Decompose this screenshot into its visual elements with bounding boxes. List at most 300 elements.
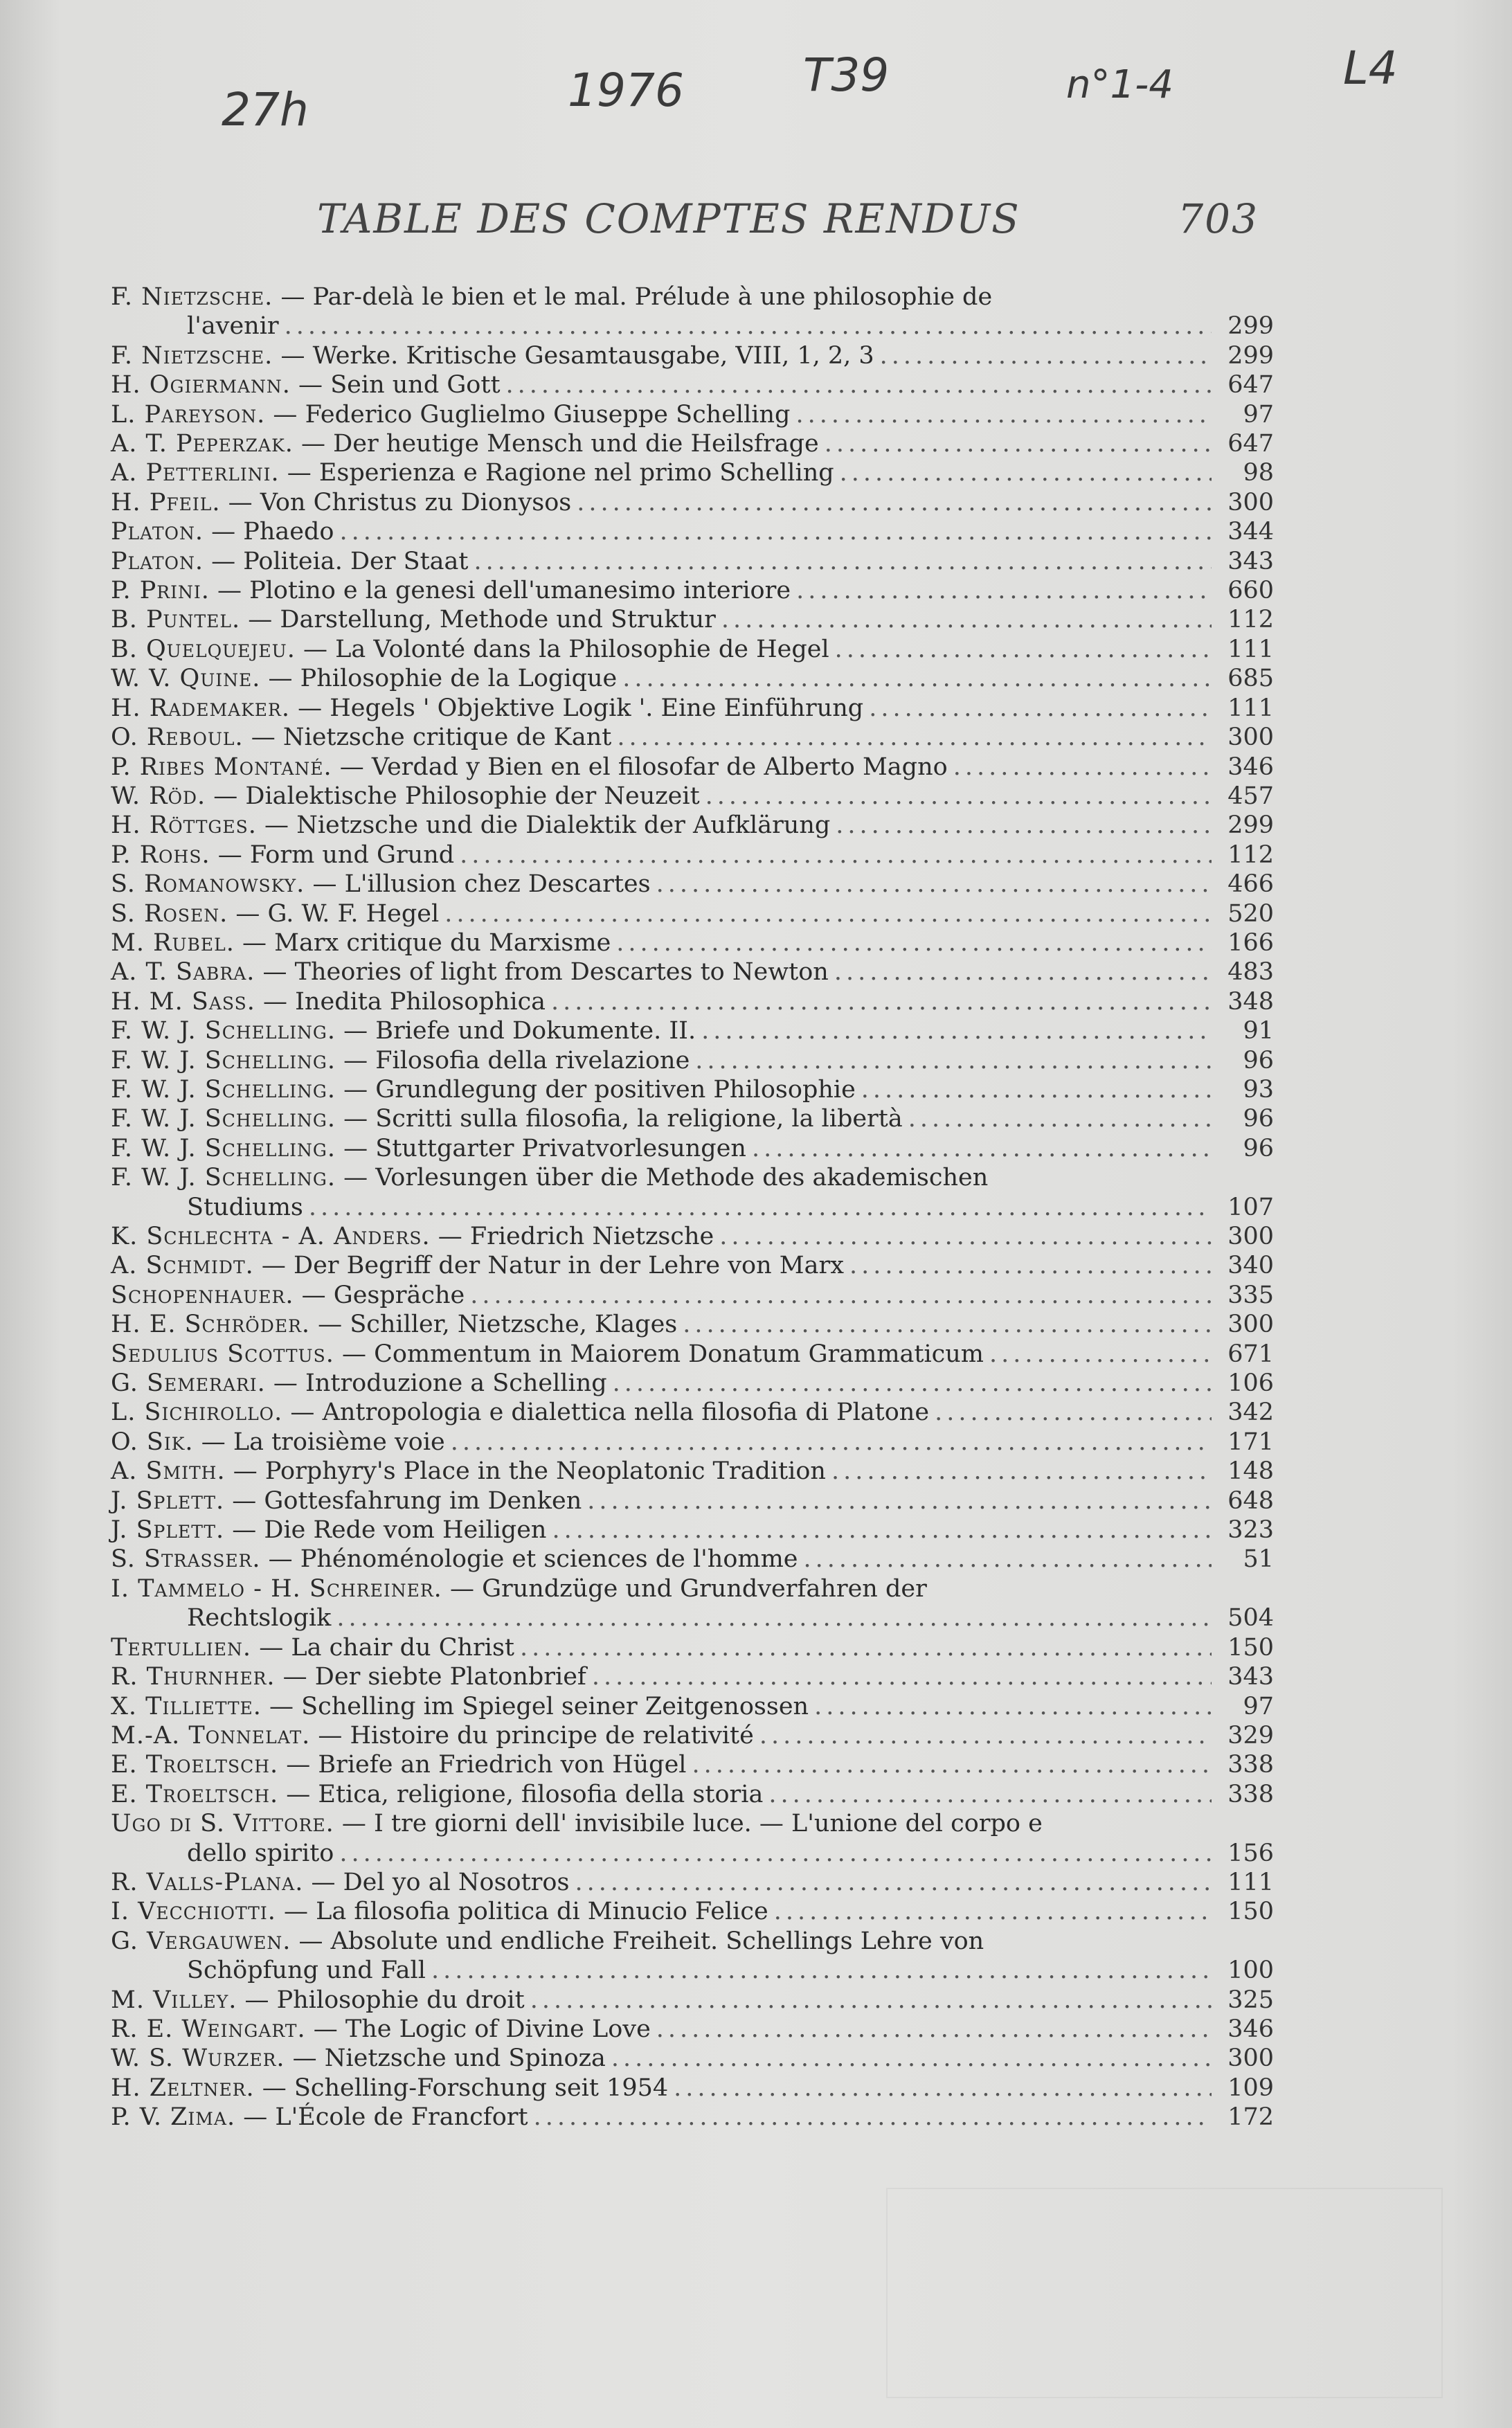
leader-dots <box>869 694 1212 723</box>
leader-dots <box>908 1104 1212 1133</box>
entry-line <box>111 635 1212 664</box>
entry-line <box>111 1075 1212 1104</box>
leader-dots <box>460 840 1212 870</box>
entry-page-number: 96 <box>1243 1105 1274 1133</box>
dash-separator: — <box>293 430 334 458</box>
entry-page-number: 344 <box>1227 518 1274 546</box>
entry-line <box>111 811 1212 840</box>
index-entry <box>111 605 1274 634</box>
entry-page-number: 112 <box>1227 840 1274 869</box>
entry-author: A. T. Sabra. <box>111 958 255 987</box>
index-entry <box>111 899 1274 928</box>
index-entry <box>111 1721 1274 1750</box>
entry-author: W. Röd. <box>111 782 206 810</box>
dash-separator: — <box>224 1486 264 1515</box>
entry-author: F. W. J. Schelling. <box>111 1046 336 1074</box>
entry-page-number: 647 <box>1227 371 1274 399</box>
dash-separator: — <box>285 2044 325 2073</box>
entry-title: Schelling im Spiegel seiner Zeitgenossen <box>301 1692 809 1720</box>
entry-line <box>111 429 1212 458</box>
entry-page-number: 91 <box>1243 1017 1274 1045</box>
entry-page-number: 340 <box>1227 1252 1274 1280</box>
entry-page-number: 343 <box>1227 547 1274 575</box>
entry-page-number: 325 <box>1227 1986 1274 2014</box>
dash-separator: — <box>290 694 330 722</box>
entry-page-number: 148 <box>1227 1457 1274 1486</box>
dash-separator: — <box>335 1075 376 1104</box>
leader-dots <box>701 1016 1212 1045</box>
entry-title: Nietzsche und Spinoza <box>324 2044 606 2073</box>
leader-dots <box>617 723 1212 752</box>
dash-separator: — <box>254 2074 294 2102</box>
leader-dots <box>836 811 1212 840</box>
entry-line <box>111 488 1212 517</box>
leader-dots <box>575 1868 1212 1897</box>
entry-author: B. Quelquejeu. <box>111 635 296 663</box>
dash-separator: — <box>273 341 313 370</box>
entry-line <box>111 2074 1212 2103</box>
entry-title: Der siebte Platonbrief <box>314 1663 586 1691</box>
entry-author: E. Troeltsch. <box>111 1780 279 1808</box>
handwritten-note: n°1-4 <box>1066 62 1173 107</box>
index-entry <box>111 957 1274 987</box>
entry-page-number: 343 <box>1227 1663 1274 1691</box>
index-entry <box>111 664 1274 693</box>
entry-title: Absolute und endliche Freiheit. Schellings Lehre von <box>330 1927 984 1955</box>
entry-line <box>111 400 1212 429</box>
leader-dots <box>831 1457 1212 1486</box>
entry-title: Grundzüge und Grundverfahren der <box>482 1574 927 1603</box>
entry-line <box>111 1046 1212 1075</box>
leader-dots <box>336 1603 1212 1633</box>
index-entry <box>111 1897 1274 1926</box>
entry-title: Esperienza e Ragione nel primo Schelling <box>318 459 834 487</box>
handwritten-note: T39 <box>803 48 890 102</box>
dash-separator: — <box>265 400 305 429</box>
entry-author: G. Vergauwen. <box>111 1927 291 1955</box>
index-entry <box>111 1369 1274 1398</box>
leader-dots <box>719 1222 1212 1251</box>
index-entry <box>111 694 1274 723</box>
entry-author: A. T. Peperzak. <box>111 430 294 458</box>
page-number: 703 <box>1178 195 1259 242</box>
entry-page-number: 520 <box>1227 899 1274 928</box>
leader-dots <box>768 1780 1212 1809</box>
index-entry <box>111 1457 1274 1486</box>
entry-title: I tre giorni dell' invisibile luce. — L'unione del corpo e <box>374 1810 1043 1838</box>
dash-separator: — <box>240 606 280 634</box>
entry-author: I. Tammelo - H. Schreiner. <box>111 1574 442 1603</box>
entry-page-number: 346 <box>1227 2015 1274 2043</box>
entry-title: Philosophie de la Logique <box>300 665 618 693</box>
dash-separator: — <box>251 1633 291 1662</box>
entry-author: W. V. Quine. <box>111 665 261 693</box>
entry-line <box>111 576 1212 605</box>
entry-title: La chair du Christ <box>291 1633 514 1662</box>
entry-title: La filosofia politica di Minucio Felice <box>316 1898 768 1926</box>
entry-line <box>111 1603 1212 1633</box>
entry-author: G. Semerari. <box>111 1369 266 1398</box>
entry-line <box>111 1927 1212 1956</box>
dash-separator: — <box>243 723 283 752</box>
entry-title: Sein und Gott <box>330 371 501 399</box>
entry-line <box>111 547 1212 576</box>
review-index-list <box>111 282 1274 2132</box>
entry-page-number: 93 <box>1243 1075 1274 1104</box>
entry-page-number: 150 <box>1227 1633 1274 1662</box>
entry-line <box>111 782 1212 811</box>
entry-page-number: 338 <box>1227 1780 1274 1808</box>
entry-line <box>111 1721 1212 1750</box>
leader-dots <box>444 899 1212 928</box>
index-entry <box>111 517 1274 546</box>
index-entry <box>111 400 1274 429</box>
entry-title: Schelling-Forschung seit 1954 <box>294 2074 669 2102</box>
entry-line <box>111 2103 1212 2132</box>
leader-dots <box>656 870 1212 899</box>
entry-title: Antropologia e dialettica nella filosofia di Platone <box>322 1399 930 1427</box>
entry-page-number: 660 <box>1227 577 1274 605</box>
dash-separator: — <box>290 371 331 399</box>
entry-author: F. W. J. Schelling. <box>111 1105 336 1133</box>
dash-separator: — <box>275 1663 315 1691</box>
entry-title: Form und Grund <box>249 840 455 869</box>
entry-line <box>111 1369 1212 1398</box>
entry-title: Verdad y Bien en el filosofar de Alberto Magno <box>371 753 948 781</box>
dash-separator: — <box>209 577 250 605</box>
dash-separator: — <box>256 811 297 840</box>
entry-author: H. Röttges. <box>111 811 257 840</box>
leader-dots <box>796 576 1212 605</box>
entry-page-number: 299 <box>1227 811 1274 840</box>
dash-separator: — <box>335 1164 376 1192</box>
entry-title: Friedrich Nietzsche <box>469 1223 714 1250</box>
entry-line <box>111 987 1212 1016</box>
index-entry <box>111 1780 1274 1809</box>
dash-separator: — <box>255 987 296 1016</box>
index-entry <box>111 1310 1274 1339</box>
entry-title: Schiller, Nietzsche, Klages <box>350 1311 678 1339</box>
entry-title: Nietzsche critique de Kant <box>282 723 612 752</box>
entry-title: Philosophie du droit <box>276 1986 525 2014</box>
running-header <box>317 195 1259 251</box>
dash-separator: — <box>335 1046 376 1074</box>
leader-dots <box>592 1662 1212 1691</box>
dash-separator: — <box>206 782 246 810</box>
entry-page-number: 109 <box>1227 2074 1274 2102</box>
entry-line <box>111 840 1212 870</box>
entry-line <box>111 1486 1212 1516</box>
entry-line <box>111 1340 1212 1369</box>
entry-author: Ugo di S. Vittore. <box>111 1810 334 1838</box>
leader-dots <box>861 1075 1212 1104</box>
dash-separator: — <box>334 1810 375 1838</box>
entry-title-continuation: Studiums <box>187 1193 303 1221</box>
entry-page-number: 685 <box>1227 665 1274 693</box>
dash-separator: — <box>237 1986 277 2014</box>
entry-title: Scritti sulla filosofia, la religione, la libertà <box>375 1105 903 1133</box>
entry-title: Der Begriff der Natur in der Lehre von Marx <box>294 1252 844 1280</box>
leader-dots <box>431 1956 1212 1985</box>
entry-line <box>111 1545 1212 1574</box>
entry-page-number: 457 <box>1227 782 1274 810</box>
index-entry <box>111 1692 1274 1721</box>
leader-dots <box>989 1340 1212 1369</box>
entry-title: Porphyry's Place in the Neoplatonic Tradition <box>264 1457 826 1486</box>
handwritten-annotations <box>222 28 1468 152</box>
leader-dots <box>506 370 1212 399</box>
index-entry <box>111 1163 1274 1222</box>
entry-page-number: 300 <box>1227 2044 1274 2073</box>
entry-page-number: 504 <box>1227 1604 1274 1633</box>
entry-author: F. Nietzsche. <box>111 283 273 311</box>
leader-dots <box>551 987 1212 1016</box>
entry-line <box>111 870 1212 899</box>
leader-dots <box>804 1545 1212 1574</box>
entry-author: R. E. Weingart. <box>111 2015 306 2043</box>
entry-line <box>111 1868 1212 1897</box>
leader-dots <box>611 2044 1212 2073</box>
index-entry <box>111 928 1274 957</box>
index-entry <box>111 1750 1274 1779</box>
entry-page-number: 466 <box>1227 870 1274 899</box>
dash-separator: — <box>303 1868 343 1896</box>
dash-separator: — <box>282 1399 323 1427</box>
entry-line <box>111 899 1212 928</box>
paper-mark <box>886 2188 1443 2398</box>
entry-page-number: 300 <box>1227 1311 1274 1339</box>
entry-line <box>111 458 1212 487</box>
entry-author: J. Splett. <box>111 1486 225 1515</box>
entry-title: Politeia. Der Staat <box>243 547 469 575</box>
entry-page-number: 97 <box>1243 1692 1274 1720</box>
index-entry <box>111 1633 1274 1662</box>
handwritten-note: 27h <box>222 83 309 136</box>
entry-page-number: 171 <box>1227 1428 1274 1456</box>
entry-author: F. W. J. Schelling. <box>111 1075 336 1104</box>
leader-dots <box>577 488 1212 517</box>
dash-separator: — <box>265 1369 306 1398</box>
dash-separator: — <box>295 635 336 663</box>
entry-title: Darstellung, Methode und Struktur <box>280 606 716 634</box>
index-entry <box>111 1545 1274 1574</box>
entry-author: W. S. Wurzer. <box>111 2044 285 2073</box>
dash-separator: — <box>310 1311 350 1339</box>
entry-page-number: 96 <box>1243 1134 1274 1162</box>
leader-dots <box>622 664 1212 693</box>
entry-line <box>111 1193 1212 1222</box>
index-entry <box>111 1927 1274 1986</box>
index-entry <box>111 1281 1274 1310</box>
index-entry <box>111 870 1274 899</box>
leader-dots <box>339 1839 1212 1868</box>
index-entry <box>111 753 1274 782</box>
dash-separator: — <box>261 1692 302 1720</box>
entry-page-number: 483 <box>1227 958 1274 987</box>
entry-author: A. Petterlini. <box>111 459 280 487</box>
entry-author: H. Pfeil. <box>111 488 221 516</box>
dash-separator: — <box>294 1281 334 1309</box>
entry-author: L. Pareyson. <box>111 400 266 429</box>
entry-title: L'École de Francfort <box>275 2103 528 2132</box>
dash-separator: — <box>278 1780 318 1808</box>
leader-dots <box>520 1633 1212 1662</box>
entry-line <box>111 1163 1212 1192</box>
leader-dots <box>721 605 1212 634</box>
entry-title: Gespräche <box>333 1281 465 1309</box>
entry-line <box>111 928 1212 957</box>
leader-dots <box>534 2103 1212 2132</box>
index-entry <box>111 811 1274 840</box>
entry-author: S. Rosen. <box>111 899 228 928</box>
entry-title: Phaedo <box>243 518 334 546</box>
entry-line <box>111 1428 1212 1457</box>
entry-page-number: 150 <box>1227 1898 1274 1926</box>
entry-author: H. E. Schröder. <box>111 1311 311 1339</box>
entry-page-number: 97 <box>1243 400 1274 429</box>
dash-separator: — <box>335 1105 376 1133</box>
index-entry <box>111 1986 1274 2015</box>
entry-line <box>111 605 1212 634</box>
entry-author: F. W. J. Schelling. <box>111 1134 336 1162</box>
entry-author: F. Nietzsche. <box>111 341 273 370</box>
entry-line <box>111 1574 1212 1603</box>
entry-page-number: 671 <box>1227 1340 1274 1368</box>
entry-line <box>111 1986 1212 2015</box>
handwritten-note: 1976 <box>568 64 684 117</box>
dash-separator: — <box>334 1340 375 1368</box>
index-entry <box>111 1075 1274 1104</box>
leader-dots <box>840 458 1212 487</box>
entry-author: F. W. J. Schelling. <box>111 1164 336 1192</box>
leader-dots <box>613 1369 1212 1398</box>
dash-separator: — <box>210 840 250 869</box>
entry-line <box>111 1398 1212 1427</box>
entry-title-continuation: Rechtslogik <box>187 1604 332 1633</box>
entry-page-number: 166 <box>1227 928 1274 957</box>
entry-author: B. Puntel. <box>111 606 241 634</box>
entry-author: A. Smith. <box>111 1457 226 1486</box>
entry-author: O. Reboul. <box>111 723 244 752</box>
dash-separator: — <box>220 488 260 516</box>
entry-page-number: 647 <box>1227 430 1274 458</box>
leader-dots <box>309 1193 1212 1222</box>
index-entry <box>111 370 1274 399</box>
dash-separator: — <box>305 2015 345 2043</box>
index-entry <box>111 458 1274 487</box>
entry-title: Stuttgarter Privatvorlesungen <box>375 1134 746 1162</box>
entry-author: S. Strasser. <box>111 1545 261 1574</box>
entry-title: Grundlegung der positiven Philosophie <box>375 1075 856 1104</box>
index-entry <box>111 576 1274 605</box>
entry-title: Filosofia della rivelazione <box>375 1046 690 1074</box>
index-entry <box>111 547 1274 576</box>
entry-title: Hegels ' Objektive Logik '. Eine Einführung <box>330 694 864 722</box>
leader-dots <box>695 1046 1212 1075</box>
entry-line <box>111 1016 1212 1045</box>
entry-title: Plotino e la genesi dell'umanesimo interiore <box>249 577 791 605</box>
entry-title: Marx critique du Marxisme <box>274 928 611 957</box>
entry-author: Platon. <box>111 547 204 575</box>
entry-page-number: 111 <box>1227 635 1274 663</box>
entry-line <box>111 1750 1212 1779</box>
dash-separator: — <box>235 2103 276 2132</box>
entry-page-number: 107 <box>1227 1193 1274 1221</box>
index-entry <box>111 1016 1274 1045</box>
entry-page-number: 300 <box>1227 488 1274 516</box>
entry-line <box>111 1956 1212 1985</box>
entry-author: H. M. Sass. <box>111 987 255 1016</box>
index-entry <box>111 1251 1274 1280</box>
entry-page-number: 111 <box>1227 1868 1274 1896</box>
entry-page-number: 323 <box>1227 1516 1274 1545</box>
leader-dots <box>587 1486 1212 1516</box>
index-entry <box>111 1809 1274 1868</box>
dash-separator: — <box>255 958 295 987</box>
index-entry <box>111 282 1274 341</box>
entry-title: Histoire du principe de relativité <box>350 1721 754 1750</box>
leader-dots <box>835 635 1212 664</box>
entry-title: Die Rede vom Heiligen <box>264 1516 547 1545</box>
entry-page-number: 342 <box>1227 1399 1274 1427</box>
index-entry <box>111 1046 1274 1075</box>
index-entry <box>111 840 1274 870</box>
entry-title: Vorlesungen über die Methode des akademischen <box>375 1164 989 1192</box>
dash-separator: — <box>193 1428 233 1456</box>
entry-title: Etica, religione, filosofia della storia <box>318 1780 764 1808</box>
entry-author: F. W. J. Schelling. <box>111 1017 336 1045</box>
entry-title: Werke. Kritische Gesamtausgabe, VIII, 1, 2, 3 <box>312 341 874 370</box>
leader-dots <box>953 753 1212 782</box>
entry-line <box>111 753 1212 782</box>
entry-author: O. Sik. <box>111 1428 194 1456</box>
entry-title: L'illusion chez Descartes <box>344 870 651 899</box>
entry-line <box>111 1809 1212 1838</box>
entry-page-number: 51 <box>1243 1545 1274 1574</box>
entry-author: H. Ogiermann. <box>111 371 291 399</box>
entry-line <box>111 1692 1212 1721</box>
entry-line <box>111 282 1212 312</box>
index-entry <box>111 1516 1274 1545</box>
index-entry <box>111 341 1274 370</box>
entry-line <box>111 517 1212 546</box>
index-entry <box>111 1868 1274 1897</box>
entry-line <box>111 1780 1212 1809</box>
leader-dots <box>674 2074 1212 2103</box>
leader-dots <box>470 1281 1212 1310</box>
entry-title: Nietzsche und die Dialektik der Aufklärung <box>296 811 831 840</box>
entry-page-number: 106 <box>1227 1369 1274 1398</box>
entry-title: La troisième voie <box>233 1428 445 1456</box>
entry-line <box>111 694 1212 723</box>
leader-dots <box>752 1134 1212 1163</box>
entry-title-continuation: l'avenir <box>187 312 279 341</box>
entry-page-number: 96 <box>1243 1046 1274 1074</box>
entry-title: Par-delà le bien et le mal. Prélude à une philosophie de <box>312 283 993 311</box>
index-entry <box>111 2074 1274 2103</box>
entry-author: Schopenhauer. <box>111 1281 294 1309</box>
leader-dots <box>451 1428 1212 1457</box>
handwritten-note: L4 <box>1343 42 1398 95</box>
leader-dots <box>474 547 1212 576</box>
dash-separator: — <box>273 283 313 311</box>
index-entry <box>111 2103 1274 2132</box>
entry-line <box>111 1897 1212 1926</box>
dash-separator: — <box>335 1134 376 1162</box>
leader-dots <box>656 2015 1212 2044</box>
entry-author: I. Vecchiotti. <box>111 1898 276 1926</box>
dash-separator: — <box>335 1017 376 1045</box>
